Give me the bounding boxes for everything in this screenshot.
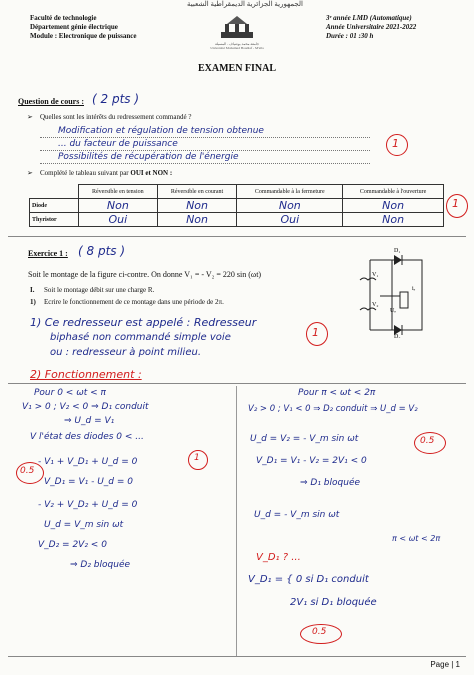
table-row — [30, 213, 444, 227]
label-Ud: Uₑ — [390, 308, 396, 314]
question-2 — [40, 169, 172, 177]
left-work-line: V l'état des diodes 0 < ... — [30, 432, 144, 442]
left-work-line: V_D₁ = V₁ - U_d = 0 — [44, 477, 133, 487]
footer-divider — [8, 656, 466, 657]
university-logo — [213, 14, 261, 44]
question-2-text: Complété le tableau suivant par — [40, 169, 129, 177]
right-work-line: ⇒ D₁ bloquée — [300, 478, 361, 488]
right-work-line: V_D₁ = V₁ - V₂ = 2V₁ < 0 — [256, 456, 367, 466]
arabic-header-band: الجمهورية الجزائرية الديمقراطية الشعبية — [187, 0, 303, 8]
page-number: Page | 1 — [430, 660, 460, 669]
answer-line: biphasé non commandé simple voie — [50, 332, 231, 343]
academic-year-line: Année Universitaire 2021-2022 — [326, 23, 417, 31]
exercise-statement: Soit le montage de la figure ci-contre. On donne V₁ = - V₂ = 220 sin (ωt) — [28, 270, 262, 279]
left-work-line: Pour 0 < ωt < π — [34, 388, 106, 398]
table-cell: Non — [237, 199, 343, 213]
table-header: Commandable à la fermeture — [237, 185, 343, 199]
table-cell: Oui — [237, 213, 343, 227]
year-level-line: 3ᵉ année LMD (Automatique) — [326, 14, 412, 22]
arrow-bullet-icon: ➢ — [27, 113, 33, 121]
rectifier-circuit-diagram — [350, 246, 440, 338]
question-1-text: Ecrire le fonctionnement de ce montage dans une période de 2π. — [44, 298, 224, 306]
table-corner — [30, 185, 79, 199]
table-row — [30, 199, 444, 213]
label-id: iₑ — [412, 286, 416, 292]
grade-q2: 1 — [452, 197, 459, 210]
label-D1: D₁ — [394, 248, 401, 254]
faculty-line: Faculté de technologie — [30, 14, 97, 22]
left-work-line: V₁ > 0 ; V₂ < 0 ⇒ D₁ conduit — [22, 402, 149, 412]
duration-line: Durée : 01 :30 h — [326, 32, 374, 40]
question-2-bold: OUI et NON : — [130, 169, 173, 177]
row-label: Diode — [30, 199, 79, 213]
row-label: Thyristor — [30, 213, 79, 227]
grade-answer-1: 1 — [312, 326, 319, 339]
table-cell: Oui — [79, 213, 158, 227]
answer-1-line-1: Modification et régulation de tension obtenue — [58, 126, 264, 136]
table-cell: Non — [343, 199, 444, 213]
course-question-heading: Question de cours : — [18, 97, 84, 106]
grade-q1: 1 — [392, 137, 399, 150]
left-work-line: U_d = V_m sin ωt — [44, 520, 124, 530]
grade-right: 0.5 — [420, 436, 435, 446]
operation-heading: 2) Fonctionnement : — [30, 368, 142, 381]
answer-line — [40, 137, 370, 138]
department-line: Département génie électrique — [30, 23, 118, 31]
answer-line: ou : redresseur à point milieu. — [50, 347, 201, 358]
part-I-label: I. — [30, 286, 35, 294]
grade-left-top: 1 — [194, 453, 200, 463]
left-work-line: - V₂ + V_D₂ + U_d = 0 — [38, 500, 138, 510]
table-cell: Non — [157, 213, 237, 227]
header-left — [30, 14, 136, 41]
course-points: ( 2 pts ) — [92, 92, 140, 106]
label-V2: V₂ — [372, 302, 379, 308]
right-work-line: π < ωt < 2π — [392, 534, 441, 543]
right-work-line: V₂ > 0 ; V₁ < 0 ⇒ D₂ conduit ⇒ U_d = V₂ — [248, 404, 418, 414]
left-work-line: ⇒ D₂ bloquée — [70, 560, 131, 570]
label-V1: V₁ — [372, 272, 379, 278]
grade-right-bottom: 0.5 — [312, 627, 327, 637]
column-divider — [236, 386, 237, 656]
table-header: Réversible en tension — [79, 185, 158, 199]
answer-1-line-2: ... du facteur de puissance — [58, 139, 178, 149]
section-divider — [8, 383, 466, 384]
table-header-row — [30, 185, 444, 199]
exercise-1-points: ( 8 pts ) — [78, 244, 126, 258]
table-cell: Non — [343, 213, 444, 227]
page-title: EXAMEN FINAL — [197, 63, 277, 74]
right-work-line: U_d = V₂ = - V_m sin ωt — [250, 434, 359, 444]
answer-1-line-3: Possibilités de récupération de l'énergie — [58, 152, 239, 162]
right-work-line: V_D₁ = { 0 si D₁ conduit — [248, 574, 369, 585]
question-1-label: 1) — [30, 298, 36, 306]
logo-caption: جامعة محمد بوضياف - المسيلة Université Mohamed Boudiaf - M'sila — [210, 42, 264, 50]
table-cell: Non — [79, 199, 158, 213]
table-cell: Non — [157, 199, 237, 213]
arrow-bullet-icon: ➢ — [27, 169, 33, 177]
section-divider — [8, 236, 466, 237]
right-work-line: U_d = - V_m sin ωt — [254, 510, 340, 520]
module-line: Module : Electronique de puissance — [30, 32, 137, 40]
reversibility-table — [29, 184, 444, 227]
answer-line — [40, 150, 370, 151]
right-work-line: 2V₁ si D₁ bloquée — [290, 597, 377, 608]
header-right — [326, 14, 416, 41]
label-D2: D₂ — [394, 334, 401, 338]
exercise-1-heading: Exercice 1 : — [28, 249, 68, 258]
grade-left: 0.5 — [20, 466, 35, 476]
answer-line: 1) Ce redresseur est appelé : Redresseur — [30, 316, 257, 329]
part-I-text: Soit le montage débit sur une charge R. — [44, 286, 155, 294]
answer-line — [40, 163, 370, 164]
table-header: Réversible en courant — [157, 185, 237, 199]
left-work-line: V_D₂ = 2V₂ < 0 — [38, 540, 107, 550]
question-1: Quelles sont les intérêts du redressement commandé ? — [40, 113, 192, 121]
left-work-line: ⇒ U_d = V₁ — [64, 416, 115, 426]
left-work-line: - V₁ + V_D₁ + U_d = 0 — [38, 457, 138, 467]
right-work-line: Pour π < ωt < 2π — [298, 388, 376, 398]
right-work-line: V_D₁ ? ... — [256, 552, 301, 563]
table-header: Commandable à l'ouverture — [343, 185, 444, 199]
